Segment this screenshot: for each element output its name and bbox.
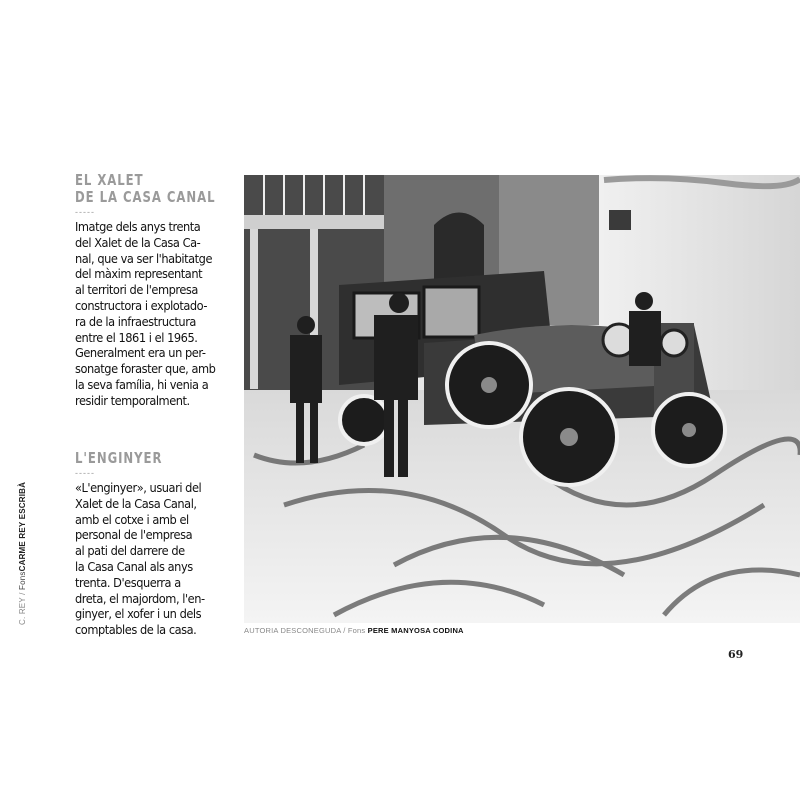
section-xalet-body: Imatge dels anys trenta del Xalet de la Casa Ca- nal, que va ser l'habitatge del màxim representant al territori de l'empresa constructora i explotado- ra de la infraestructura entre el 1861 i el 1965. Generalment era un per- sonatge foraster que, amb la seva família, hi venia a residir temporalment.: [75, 219, 216, 408]
historic-photo-car: [244, 175, 800, 623]
section-xalet-title: EL XALET DE LA CASA CANAL: [75, 171, 216, 206]
section-enginyer-title: L'ENGINYER: [75, 449, 163, 467]
caption-prefix: Fons: [347, 626, 368, 635]
caption-name: PERE MANYOSA CODINA: [367, 626, 464, 635]
section-xalet: [75, 172, 233, 409]
side-photo-credit: [18, 482, 27, 625]
section-xalet-rule: -----: [75, 207, 95, 217]
section-enginyer: [75, 450, 233, 638]
side-credit-prefix: Fons: [18, 571, 27, 590]
section-enginyer-body: «L'enginyer», usuari del Xalet de la Casa Canal, amb el cotxe i amb el personal de l'empresa al pati del darrere de la Casa Canal als anys trenta. D'esquerra a dreta, el majordom, l'en- ginyer, el xofer i un dels comptables de la casa.: [75, 480, 205, 638]
section-enginyer-rule: -----: [75, 468, 95, 478]
page-number: 69: [728, 648, 744, 661]
photo-illustration: [244, 175, 800, 623]
side-credit-author: C. REY /: [18, 592, 27, 625]
side-credit-name: CARME REY ESCRIBÀ: [18, 481, 27, 572]
photo-caption: [244, 626, 464, 635]
caption-author: AUTORIA DESCONEGUDA /: [244, 626, 348, 635]
